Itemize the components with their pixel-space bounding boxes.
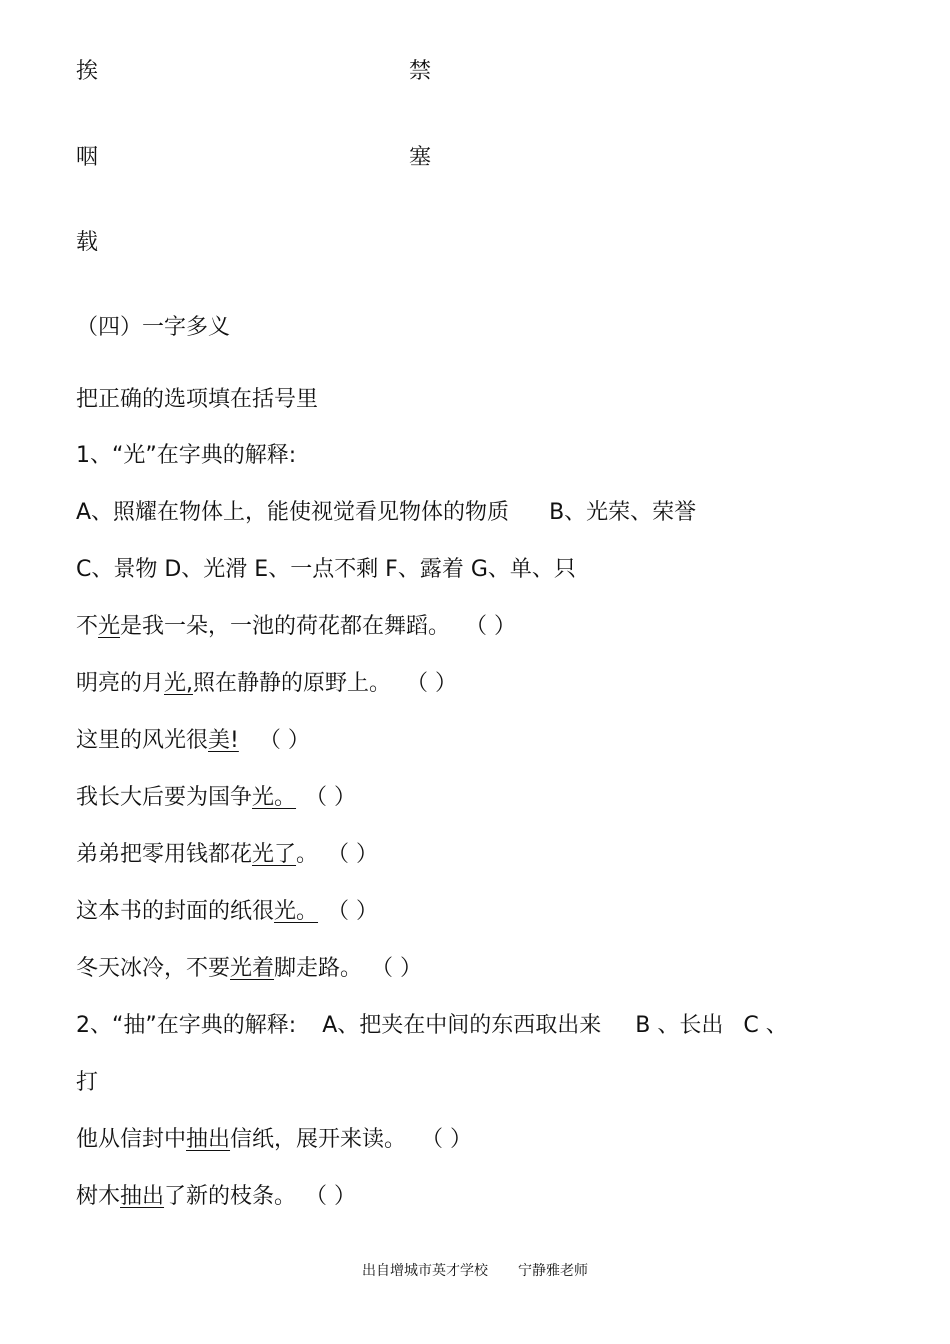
q1-sentence <box>76 954 422 984</box>
answer-blank[interactable]: （ ） <box>338 842 379 867</box>
answer-blank[interactable]: （ ） <box>316 1184 357 1209</box>
q1-sentence <box>76 897 378 927</box>
sentence-text: 。 <box>296 842 319 867</box>
underlined-word: 美! <box>208 728 239 753</box>
q1-sentence <box>76 726 310 756</box>
sentence-text: 信纸，展开来读。 <box>230 1127 407 1152</box>
q1-sentence <box>76 783 356 813</box>
sentence-text: 了新的枝条。 <box>164 1184 297 1209</box>
page-footer <box>0 1261 950 1281</box>
sentence-text: 冬天冰冷，不要 <box>76 956 231 981</box>
word-left-2: 咽 <box>76 145 99 170</box>
word-right-1: 禁 <box>409 59 432 84</box>
q2-def-b: B 、长出 <box>635 1013 724 1038</box>
instruction: 把正确的选项填在括号里 <box>76 387 319 412</box>
sentence-text: 照在静静的原野上。 <box>193 671 392 696</box>
answer-blank[interactable]: （ ） <box>258 728 310 753</box>
underlined-word: 光着 <box>230 956 275 981</box>
q1-sentence <box>76 840 378 870</box>
q1-sentence <box>76 612 516 642</box>
footer-teacher: 宁静雅老师 <box>518 1263 588 1279</box>
underlined-word: 光了 <box>252 842 297 867</box>
underlined-word: 抽出 <box>120 1184 165 1209</box>
sentence-text: 脚走路。 <box>274 956 363 981</box>
word-left-3: 载 <box>76 230 99 255</box>
underlined-word: 光, <box>164 671 194 696</box>
sentence-text: 这里的风光很 <box>76 728 209 753</box>
word-right-2: 塞 <box>409 145 432 170</box>
section-title: （四）一字多义 <box>76 315 231 340</box>
footer-school: 出自增城市英才学校 <box>362 1263 488 1279</box>
q2-sentence <box>76 1182 356 1212</box>
answer-blank[interactable]: （ ） <box>432 1127 473 1152</box>
sentence-text: 明亮的月 <box>76 671 165 696</box>
q2-def-c-continued: 打 <box>76 1070 99 1095</box>
sentence-text: 弟弟把零用钱都花 <box>76 842 253 867</box>
q1-title: 1、“光”在字典的解释: <box>76 443 297 468</box>
word-left-1: 挨 <box>76 59 99 84</box>
answer-blank[interactable]: （ ） <box>382 956 423 981</box>
underlined-word: 光。 <box>274 899 319 924</box>
answer-blank[interactable]: （ ） <box>476 614 517 639</box>
sentence-text: 这本书的封面的纸很 <box>76 899 275 924</box>
sentence-text: 他从信封中 <box>76 1127 187 1152</box>
answer-blank[interactable]: （ ） <box>338 899 379 924</box>
q1-option-a: A、照耀在物体上，能使视觉看见物体的物质 <box>76 500 510 525</box>
q1-options-line1 <box>76 498 696 528</box>
q2-def-a: A、把夹在中间的东西取出来 <box>322 1013 602 1038</box>
q2-def-c: C 、 <box>743 1013 788 1038</box>
q1-options-line2: C、景物 D、光滑 E、一点不剩 F、露着 G、单、只 <box>76 557 576 582</box>
q1-sentence <box>76 669 457 699</box>
answer-blank[interactable]: （ ） <box>316 785 357 810</box>
sentence-text: 我长大后要为国争 <box>76 785 253 810</box>
sentence-text: 不 <box>76 614 99 639</box>
sentence-text: 树木 <box>76 1184 121 1209</box>
underlined-word: 光 <box>98 614 121 639</box>
sentence-text: 是我一朵，一池的荷花都在舞蹈。 <box>120 614 451 639</box>
underlined-word: 抽出 <box>186 1127 231 1152</box>
q2-sentence <box>76 1125 472 1155</box>
answer-blank[interactable]: （ ） <box>417 671 458 696</box>
q2-title-line <box>76 1011 788 1041</box>
underlined-word: 光。 <box>252 785 297 810</box>
q1-option-b: B、光荣、荣誉 <box>549 500 697 525</box>
q2-title: 2、“抽”在字典的解释: <box>76 1013 297 1038</box>
